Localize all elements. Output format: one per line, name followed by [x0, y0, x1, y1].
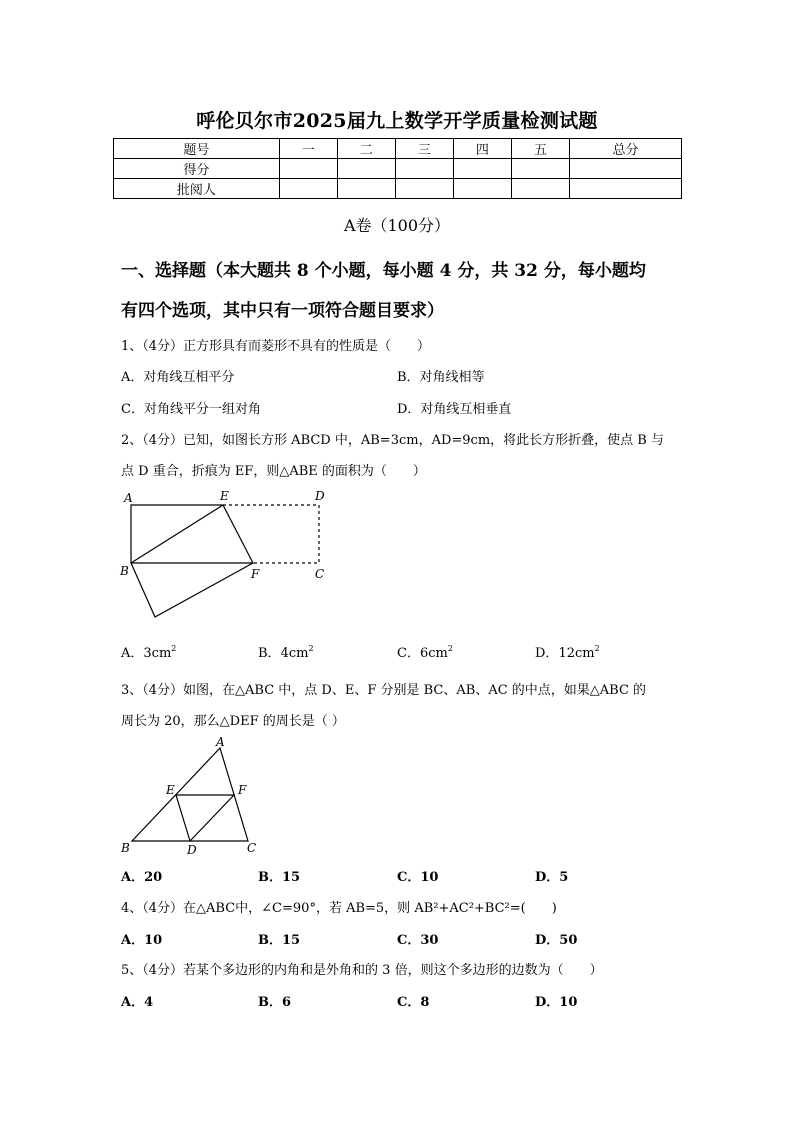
q3-option-a: A．20	[121, 870, 163, 885]
label-a: A	[124, 491, 133, 505]
question-3-line1: 3、（4分）如图，在△ABC 中，点 D、E、F 分别是 BC、AB、AC 的中点，如果△ABC 的	[121, 683, 647, 698]
score-table-row	[114, 159, 682, 179]
q1-option-d: D．对角线互相垂直	[397, 402, 512, 417]
score-cell	[453, 159, 511, 179]
triangle-midpoint-figure	[115, 733, 265, 858]
score-cell	[337, 179, 395, 199]
score-cell	[279, 179, 337, 199]
label-e: E	[166, 783, 175, 797]
question-4-text: 4、（4分）在△ABC中，∠C=90°，若 AB=5，则 AB²+AC²+BC²=( )	[121, 901, 557, 916]
label-a: A	[216, 735, 225, 749]
score-table-row	[114, 179, 682, 199]
q1-option-c: C．对角线平分一组对角	[121, 402, 261, 417]
score-cell: 总分	[570, 139, 682, 159]
q3-option-d: D．5	[535, 870, 569, 885]
section-heading-line1: 一、选择题（本大题共 8 个小题，每小题 4 分，共 32 分，每小题均	[121, 261, 646, 281]
label-f: F	[238, 783, 247, 797]
label-b: B	[121, 841, 130, 855]
q2-option-c: C．$6cm^2$	[397, 644, 453, 661]
score-cell	[337, 159, 395, 179]
q2-option-d: D．$12cm^2$	[535, 644, 600, 661]
score-cell: 三	[395, 139, 453, 159]
label-f: F	[251, 567, 260, 581]
label-e: E	[220, 489, 229, 503]
q2-option-a: A．$3cm^2$	[121, 644, 177, 661]
paper-section-heading: A卷（100分）	[343, 216, 451, 235]
label-d: D	[187, 843, 197, 857]
score-cell: 得分	[114, 159, 280, 179]
rectangle-fold-figure	[110, 485, 340, 630]
score-cell	[570, 159, 682, 179]
q3-option-b: B．15	[258, 870, 301, 885]
q3-option-c: C．10	[397, 870, 439, 885]
score-table	[113, 138, 682, 199]
q2-option-b: B．$4cm^2$	[258, 644, 314, 661]
score-cell: 题号	[114, 139, 280, 159]
q1-option-b: B．对角线相等	[397, 370, 485, 385]
score-cell	[395, 179, 453, 199]
score-table-header-row	[114, 139, 682, 159]
score-cell: 批阅人	[114, 179, 280, 199]
exam-title: 呼伦贝尔市2025届九上数学开学质量检测试题	[196, 110, 598, 132]
q4-option-d: D．50	[535, 933, 578, 948]
score-cell	[453, 179, 511, 199]
question-2-line2: 点 D 重合，折痕为 EF，则△ABE 的面积为（ ）	[121, 464, 426, 479]
score-cell: 二	[337, 139, 395, 159]
q4-option-a: A．10	[121, 933, 163, 948]
score-cell	[279, 159, 337, 179]
label-b: B	[120, 564, 129, 578]
score-cell	[570, 179, 682, 199]
question-3-line2: 周长为 20，那么△DEF 的周长是（ ）	[121, 714, 345, 729]
question-5-text: 5、（4分）若某个多边形的内角和是外角和的 3 倍，则这个多边形的边数为（ ）	[121, 963, 603, 978]
q5-option-b: B．6	[258, 995, 292, 1010]
score-cell: 一	[279, 139, 337, 159]
q1-option-a: A．对角线互相平分	[121, 370, 235, 385]
score-cell: 四	[453, 139, 511, 159]
section-heading-line2: 有四个选项，其中只有一项符合题目要求）	[121, 301, 444, 321]
q4-option-c: C．30	[397, 933, 439, 948]
q4-option-b: B．15	[258, 933, 301, 948]
question-1-text: 1、（4分）正方形具有而菱形不具有的性质是（ ）	[121, 339, 431, 354]
label-d: D	[315, 489, 325, 503]
score-cell	[395, 159, 453, 179]
q5-option-c: C．8	[397, 995, 430, 1010]
label-c: C	[315, 567, 325, 581]
score-cell	[511, 159, 569, 179]
q5-option-d: D．10	[535, 995, 578, 1010]
score-cell	[511, 179, 569, 199]
label-c: C	[247, 841, 257, 855]
q5-option-a: A．4	[121, 995, 154, 1010]
question-2-line1: 2、（4分）已知，如图长方形 ABCD 中，AB=3cm，AD=9cm，将此长方形折叠，使点 B 与	[121, 433, 664, 448]
score-cell: 五	[511, 139, 569, 159]
